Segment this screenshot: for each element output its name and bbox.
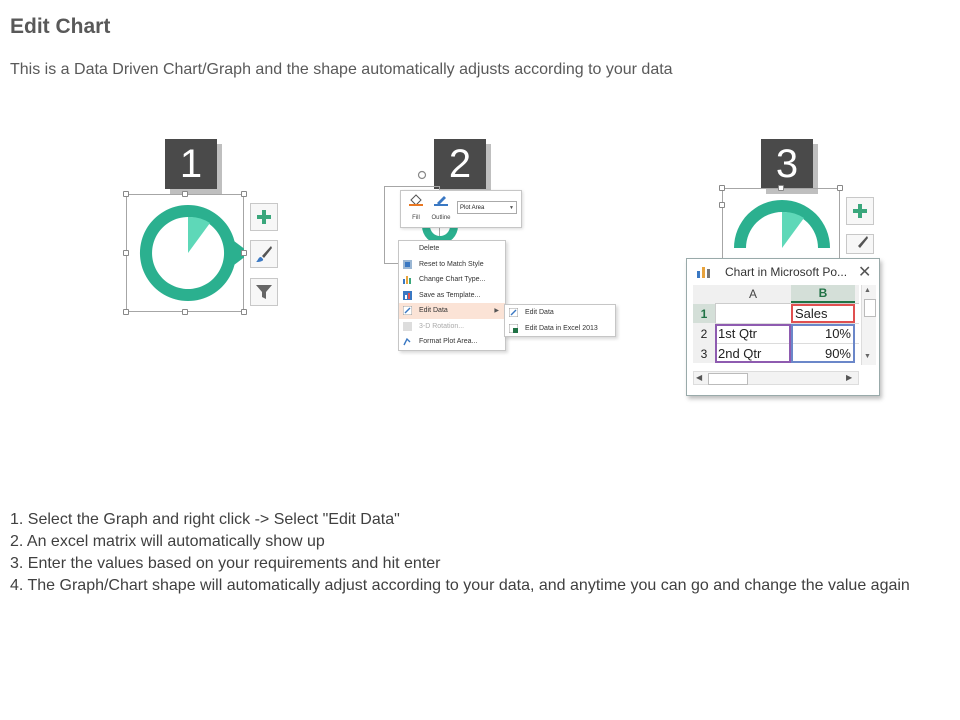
menu-item-label: Format Plot Area... <box>419 338 478 346</box>
resize-handle[interactable] <box>123 191 129 197</box>
chart-styles-button[interactable] <box>250 240 278 268</box>
close-icon[interactable]: ✕ <box>858 264 872 281</box>
submenu-item-edit-data[interactable] <box>505 305 615 321</box>
menu-item-label: Reset to Match Style <box>419 260 484 268</box>
brush-icon <box>851 235 869 253</box>
excel-window-title: Chart in Microsoft Po... <box>725 265 848 279</box>
chart-styles-button[interactable] <box>846 234 874 254</box>
chart-element-dropdown[interactable] <box>457 201 517 214</box>
row-number[interactable]: 3 <box>700 346 708 361</box>
scroll-thumb[interactable] <box>708 373 748 385</box>
step-badge-1: 1 <box>165 139 217 189</box>
rotation-icon <box>403 322 412 331</box>
cell-a3[interactable]: 2nd Qtr <box>718 346 762 361</box>
step-badge-2: 2 <box>434 139 486 189</box>
menu-item-change-chart-type[interactable] <box>399 272 505 288</box>
column-header-a[interactable]: A <box>748 287 757 301</box>
menu-item-label: Change Chart Type... <box>419 276 486 284</box>
resize-handle[interactable] <box>123 250 129 256</box>
excel-chart-icon <box>697 266 711 278</box>
menu-item-delete[interactable] <box>399 241 505 257</box>
instructions-list <box>10 509 950 597</box>
submenu-arrow-icon: ▶ <box>494 308 499 314</box>
menu-item-label: Edit Data <box>525 309 554 317</box>
template-icon <box>403 291 412 300</box>
menu-item-label: Edit Data <box>419 307 448 315</box>
donut-chart[interactable] <box>132 201 244 305</box>
dropdown-value: Plot Area <box>460 204 485 211</box>
cell-b3[interactable]: 90% <box>824 346 851 361</box>
instruction-2: 2. An excel matrix will automatically show up <box>10 533 325 550</box>
format-icon <box>403 337 412 346</box>
menu-item-label: 3-D Rotation... <box>419 322 465 330</box>
rotate-handle-icon[interactable] <box>417 170 427 180</box>
resize-handle[interactable] <box>837 185 843 191</box>
chart-elements-button[interactable] <box>250 203 278 231</box>
outline-label: Outline <box>431 215 451 221</box>
instruction-1: 1. Select the Graph and right click -> Select "Edit Data" <box>10 511 400 528</box>
scroll-down-icon[interactable]: ▼ <box>864 353 871 360</box>
menu-item-edit-data[interactable] <box>399 303 505 319</box>
row-number[interactable]: 1 <box>693 304 715 323</box>
resize-handle[interactable] <box>241 191 247 197</box>
reset-icon <box>403 260 412 269</box>
excel-icon <box>509 324 518 333</box>
cell-b1[interactable]: Sales <box>795 306 828 321</box>
row-number[interactable]: 2 <box>700 326 708 341</box>
format-toolbar <box>400 190 522 228</box>
resize-handle[interactable] <box>719 202 725 208</box>
resize-handle[interactable] <box>241 250 247 256</box>
donut-chart[interactable] <box>732 196 832 260</box>
menu-item-3d-rotation[interactable] <box>399 319 505 335</box>
brush-icon <box>255 245 273 263</box>
edit-data-icon <box>403 306 412 315</box>
step-1-panel <box>118 138 288 318</box>
step-2-panel <box>380 138 620 358</box>
horizontal-scrollbar[interactable] <box>693 371 859 385</box>
excel-window <box>686 258 880 396</box>
step-3-panel <box>684 138 884 398</box>
delete-icon <box>403 244 412 253</box>
paint-bucket-icon <box>409 194 423 206</box>
chart-type-icon <box>403 275 412 284</box>
scroll-thumb[interactable] <box>864 299 876 317</box>
excel-titlebar <box>687 259 879 285</box>
scroll-up-icon[interactable]: ▲ <box>864 287 871 294</box>
context-menu <box>398 240 506 351</box>
instruction-3: 3. Enter the values based on your requirements and hit enter <box>10 555 441 572</box>
chevron-down-icon: ▼ <box>509 204 514 211</box>
resize-handle[interactable] <box>778 185 784 191</box>
fill-button[interactable] <box>405 193 427 225</box>
outline-button[interactable] <box>429 193 453 225</box>
cell-b2[interactable]: 10% <box>824 326 851 341</box>
submenu <box>504 304 616 337</box>
plus-icon <box>852 203 868 219</box>
menu-item-save-template[interactable] <box>399 288 505 304</box>
menu-item-label: Save as Template... <box>419 291 481 299</box>
column-header-b[interactable]: B <box>791 285 855 303</box>
pen-icon <box>434 194 448 206</box>
plus-icon <box>256 209 272 225</box>
donut-slice-small <box>188 217 210 253</box>
donut-slice-small <box>782 212 804 248</box>
resize-handle[interactable] <box>719 185 725 191</box>
scroll-right-icon[interactable]: ▶ <box>846 373 853 382</box>
chart-elements-button[interactable] <box>846 197 874 225</box>
resize-handle[interactable] <box>241 309 247 315</box>
submenu-item-edit-in-excel[interactable] <box>505 321 615 337</box>
filter-icon <box>255 283 273 301</box>
menu-item-label: Edit Data in Excel 2013 <box>525 324 598 332</box>
chart-filters-button[interactable] <box>250 278 278 306</box>
vertical-scrollbar[interactable] <box>861 285 876 365</box>
page-subtitle: This is a Data Driven Chart/Graph and the shape automatically adjusts according to your data <box>10 61 673 78</box>
donut-ring <box>140 205 236 301</box>
step-badge-3: 3 <box>761 139 813 189</box>
resize-handle[interactable] <box>182 309 188 315</box>
cell-a2[interactable]: 1st Qtr <box>718 326 758 341</box>
fill-label: Fill <box>412 215 420 221</box>
scroll-left-icon[interactable]: ◀ <box>696 373 703 382</box>
cell-a1[interactable] <box>717 304 789 323</box>
instruction-4: 4. The Graph/Chart shape will automatically adjust according to your data, and anytime you can go and change the value again <box>10 577 910 594</box>
menu-item-label: Delete <box>419 245 440 253</box>
edit-data-icon <box>509 308 518 317</box>
resize-handle[interactable] <box>123 309 129 315</box>
resize-handle[interactable] <box>182 191 188 197</box>
menu-item-reset[interactable] <box>399 257 505 273</box>
page-title: Edit Chart <box>10 15 111 38</box>
menu-item-format-plot-area[interactable] <box>399 334 505 350</box>
